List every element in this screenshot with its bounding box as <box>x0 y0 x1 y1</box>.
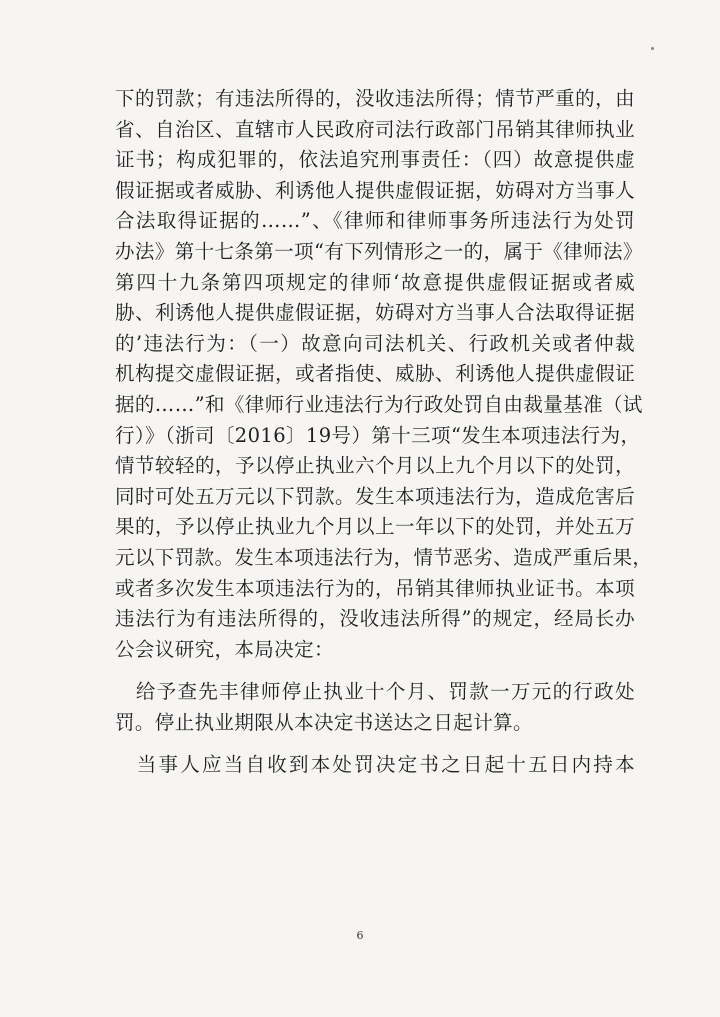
paragraph-2 <box>115 677 635 738</box>
text-line: 元以下罚款。发生本项违法行为，情节恶劣、造成严重后果， <box>115 545 653 569</box>
text-line: 省、自治区、直辖市人民政府司法行政部门吊销其律师执业 <box>115 117 635 141</box>
text-line: 或者多次发生本项违法行为的，吊销其律师执业证书。本项 <box>115 576 635 600</box>
text-line: 据的……”和《律师行业违法行为行政处罚自由裁量基准（试 <box>115 392 643 416</box>
text-line: 合法取得证据的……”、《律师和律师事务所违法行为处罚 <box>115 209 635 233</box>
text-line: 罚。停止执业期限从本决定书送达之日起计算。 <box>115 710 533 734</box>
paragraph-1 <box>115 84 653 665</box>
text-line: 下的罚款；有违法所得的，没收违法所得；情节严重的，由 <box>115 87 635 110</box>
document-body <box>115 84 653 781</box>
text-line: 证书；构成犯罪的，依法追究刑事责任：（四）故意提供虚 <box>115 148 635 172</box>
text-line: 公会议研究，本局决定： <box>115 637 334 661</box>
text-line: 当事人应当自收到本处罚决定书之日起十五日内持本 <box>115 753 635 777</box>
text-line: 机构提交虚假证据，或者指使、威胁、利诱他人提供虚假证 <box>115 362 635 386</box>
text-line: 给予查先丰律师停止执业十个月、罚款一万元的行政处 <box>115 680 635 704</box>
text-line: 违法行为有违法所得的，没收违法所得”的规定，经局长办 <box>115 607 635 631</box>
text-line: 假证据或者威胁、利诱他人提供虚假证据，妨碍对方当事人 <box>115 178 635 202</box>
text-line: 办法》第十七条第一项“有下列情形之一的，属于《律师法》 <box>115 239 643 263</box>
paragraph-3 <box>115 750 635 781</box>
text-line: 情节较轻的，予以停止执业六个月以上九个月以下的处罚， <box>115 454 635 478</box>
page-number: 6 <box>356 929 364 942</box>
scan-speck <box>651 47 654 50</box>
text-line: 胁、利诱他人提供虚假证据，妨碍对方当事人合法取得证据 <box>115 301 635 325</box>
text-line: 的’违法行为：（一）故意向司法机关、行政机关或者仲裁 <box>115 331 635 355</box>
text-line: 行）》（浙司〔2016〕19号）第十三项“发生本项违法行为， <box>115 423 641 447</box>
text-line: 第四十九条第四项规定的律师‘故意提供虚假证据或者威 <box>115 270 635 294</box>
text-line: 同时可处五万元以下罚款。发生本项违法行为，造成危害后 <box>115 484 635 508</box>
text-line: 果的，予以停止执业九个月以上一年以下的处罚，并处五万 <box>115 515 635 539</box>
